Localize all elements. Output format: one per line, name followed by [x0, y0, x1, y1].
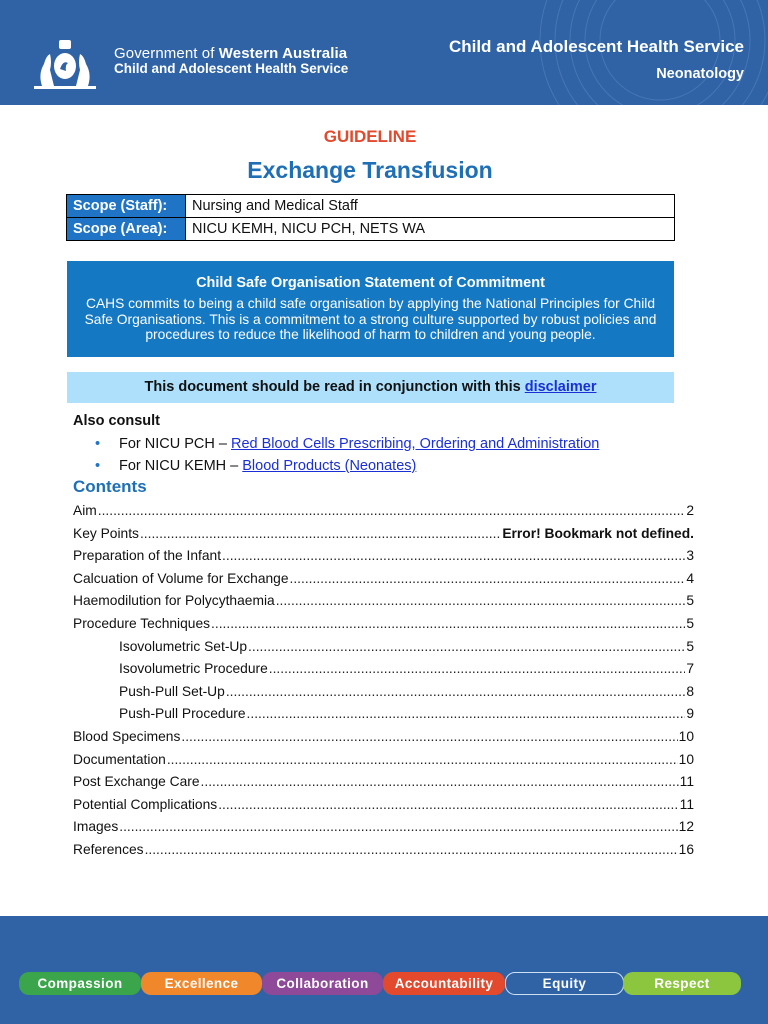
service-department: Neonatology	[656, 66, 744, 82]
list-item: • For NICU KEMH – Blood Products (Neonates)	[95, 455, 599, 477]
government-service: Child and Adolescent Health Service	[114, 61, 349, 76]
toc-entry[interactable]: Blood Specimens ..... 10	[73, 726, 694, 749]
toc-entry[interactable]: Documentation ..... 10	[73, 749, 694, 772]
value-pill-collaboration: Collaboration	[262, 972, 383, 995]
toc-entry[interactable]: References ..... 16	[73, 839, 694, 862]
disclaimer-text: This document should be read in conjunction with this	[144, 379, 525, 395]
toc-entry[interactable]: Post Exchange Care ..... 11	[73, 771, 694, 794]
service-title: Child and Adolescent Health Service	[448, 37, 744, 56]
document-title: Exchange Transfusion	[247, 157, 493, 183]
consult-link-blood-products[interactable]: Blood Products (Neonates)	[242, 458, 417, 474]
commitment-title: Child Safe Organisation Statement of Commitment	[196, 275, 545, 291]
government-name: Government of Western Australia	[114, 45, 348, 62]
scope-staff-row	[67, 195, 675, 218]
toc-entry[interactable]: Push-Pull Set-Up ..... 8	[73, 681, 694, 704]
scope-area-value: NICU KEMH, NICU PCH, NETS WA	[186, 218, 675, 241]
also-consult-list	[95, 433, 599, 477]
toc-entry[interactable]: Push-Pull Procedure ..... 9	[73, 703, 694, 726]
toc-entry[interactable]: Key Points ..... Error! Bookmark not defined.	[73, 523, 694, 546]
toc-entry[interactable]: Isovolumetric Procedure ..... 7	[73, 658, 694, 681]
contents-heading: Contents	[73, 477, 147, 496]
bullet-icon: •	[95, 436, 101, 452]
disclaimer-link[interactable]: disclaimer	[524, 379, 597, 395]
toc-entry[interactable]: Calcuation of Volume for Exchange ..... 4	[73, 568, 694, 591]
toc-entry[interactable]: Images ..... 12	[73, 816, 694, 839]
scope-area-row	[67, 218, 675, 241]
scope-table	[66, 194, 675, 241]
toc-entry[interactable]: Isovolumetric Set-Up ..... 5	[73, 636, 694, 659]
bullet-icon: •	[95, 458, 101, 474]
value-pill-compassion: Compassion	[19, 972, 141, 995]
also-consult-heading: Also consult	[73, 413, 161, 429]
toc-entry[interactable]: Preparation of the Infant ..... 3	[73, 545, 694, 568]
consult-link-rbc[interactable]: Red Blood Cells Prescribing, Ordering and Administration	[231, 436, 600, 452]
value-pill-excellence: Excellence	[141, 972, 262, 995]
value-pill-respect: Respect	[623, 972, 741, 995]
commitment-body: CAHS commits to being a child safe organisation by applying the National Principles for Child Safe Organisations. This is a commitment to a strong culture supported by robust policies and procedures to reduce the likelihood of harm to children and young people.	[84, 296, 657, 342]
scope-staff-value: Nursing and Medical Staff	[186, 195, 675, 218]
toc-entry[interactable]: Haemodilution for Polycythaemia ..... 5	[73, 590, 694, 613]
list-item: • For NICU PCH – Red Blood Cells Prescribing, Ordering and Administration	[95, 433, 599, 455]
scope-staff-label: Scope (Staff):	[67, 195, 186, 218]
toc-entry[interactable]: Procedure Techniques ..... 5	[73, 613, 694, 636]
page-header	[0, 0, 768, 105]
commitment-box	[67, 261, 674, 357]
page-footer	[0, 916, 768, 1024]
table-of-contents	[73, 500, 694, 862]
disclaimer-banner	[67, 372, 674, 403]
values-bar	[19, 972, 741, 995]
value-pill-accountability: Accountability	[383, 972, 505, 995]
scope-area-label: Scope (Area):	[67, 218, 186, 241]
toc-entry[interactable]: Potential Complications ..... 11	[73, 794, 694, 817]
document-type: GUIDELINE	[323, 127, 417, 146]
value-pill-equity: Equity	[505, 972, 624, 995]
toc-entry[interactable]: Aim ..... 2	[73, 500, 694, 523]
wa-crest-icon	[32, 36, 98, 92]
